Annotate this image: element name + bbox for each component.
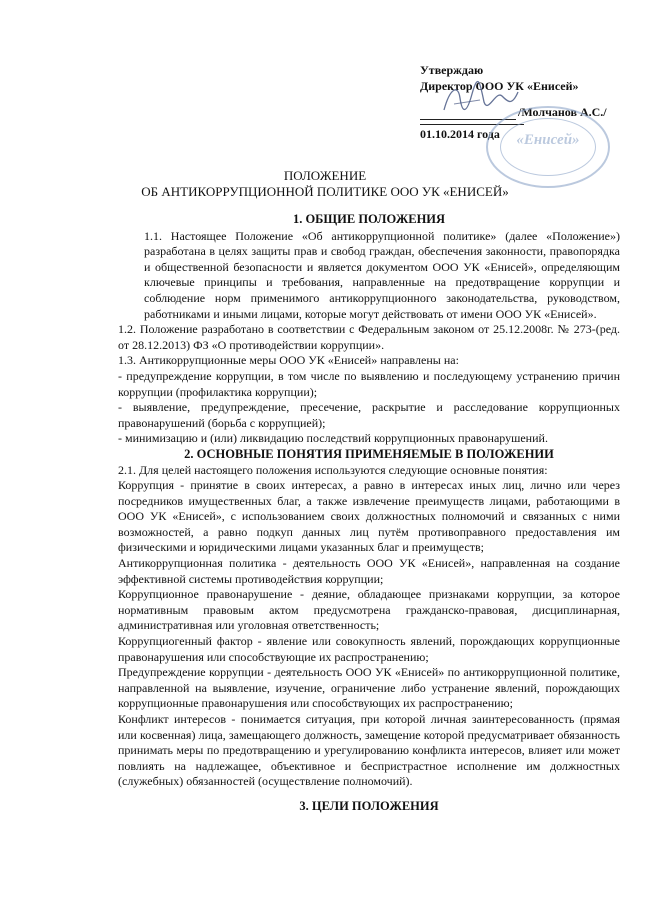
paragraph-1-1: 1.1. Настоящее Положение «Об антикоррупционной политике» (далее «Положение») разработана в целях защиты прав и свобод граждан, обеспечения законности, правопорядка и общественной безопасности и является документом ООО УК «Енисей», определяющим ключевые принципы и требования, направленные на предотвращение коррупции и соблюдение норм применимого антикоррупционного законодательства, руководством, работниками и иными лицами, которые могут действовать от имени ООО УК «Енисей».: [144, 228, 620, 321]
title-line-2: ОБ АНТИКОРРУПЦИОННОЙ ПОЛИТИКЕ ООО УК «ЕНИСЕЙ»: [141, 184, 509, 199]
handwritten-signature: [440, 80, 520, 120]
list-item-prevention: - предупреждение коррупции, в том числе по выявлению и последующему устранению причин коррупции (профилактика коррупции);: [118, 368, 620, 399]
definition-offense: Коррупционное правонарушение - деяние, обладающее признаками коррупции, за которое нормативным правовым актом предусмотрена гражданско-правовая, дисциплинарная, административная или уголовная ответственность;: [118, 587, 620, 633]
definition-conflict: Конфликт интересов - понимается ситуация, при которой личная заинтересованность (прямая или косвенная) лица, замещающего должность, замещение которой предусматривает обязанность принимать меры по предотвращению и урегулированию конфликта интересов, влияет или может повлиять на надлежащее, объективное и беспристрастное исполнение им должностных (служебных) обязанностей (осуществление полномочий).: [118, 712, 620, 789]
title-line-1: ПОЛОЖЕНИЕ: [283, 168, 367, 183]
paragraph-1-2: 1.2. Положение разработано в соответствии с Федеральным законом от 25.12.2008г. № 273-(ред. от 28.12.2013) ФЗ «О противодействии коррупции».: [118, 322, 620, 352]
approve-word: Утверждаю: [420, 63, 484, 77]
document-body: [118, 212, 620, 815]
definition-prevention: Предупреждение коррупции - деятельность ООО УК «Енисей» по антикоррупционной политике, направленной на выявление, изучение, ограничение либо устранение явлений, порождающих коррупционные правонарушения или способствующих их распространению;: [118, 665, 620, 711]
director-title: Директор ООО УК «Енисей»: [420, 79, 579, 93]
paragraph-2-1: 2.1. Для целей настоящего положения используются следующие основные понятия:: [118, 462, 548, 477]
list-item-detection: - выявление, предупреждение, пресечение, раскрытие и расследование коррупционных правонарушений (борьба с коррупцией);: [118, 400, 620, 430]
definition-corruption: Коррупция - принятие в своих интересах, а равно в интересах иных лиц, лично или через посредников имущественных благ, а также извлечение преимуществ лицами, работающими в ООО УК «Енисей», с использованием своих должностных полномочий и связанных с ними возможностей, а равно подкуп данных лиц путём противоправного предоставления им физическими и юридическими лицами указанных благ и преимуществ;: [118, 478, 620, 555]
section-3-heading: 3. ЦЕЛИ ПОЛОЖЕНИЯ: [299, 798, 439, 813]
approval-date: 01.10.2014 года: [420, 124, 524, 142]
section-1-heading: 1. ОБЩИЕ ПОЛОЖЕНИЯ: [292, 212, 446, 226]
list-item-minimization: - минимизацию и (или) ликвидацию последствий коррупционных правонарушений.: [118, 431, 548, 446]
stamp-text: «Енисей»: [516, 132, 580, 148]
document-title: [0, 168, 650, 200]
definition-factor: Коррупциогенный фактор - явление или совокупность явлений, порождающих коррупционные правонарушения или способствующие их распространению;: [118, 634, 620, 664]
section-2-heading: 2. ОСНОВНЫЕ ПОНЯТИЯ ПРИМЕНЯЕМЫЕ В ПОЛОЖЕНИИ: [184, 446, 554, 461]
paragraph-1-3: 1.3. Антикоррупционные меры ООО УК «Енисей» направлены на:: [118, 353, 459, 368]
signature-name: /Молчанов А.С./: [518, 105, 607, 119]
definition-policy: Антикоррупционная политика - деятельность ООО УК «Енисей», направленная на создание эффективной системы противодействия коррупции;: [118, 556, 620, 586]
